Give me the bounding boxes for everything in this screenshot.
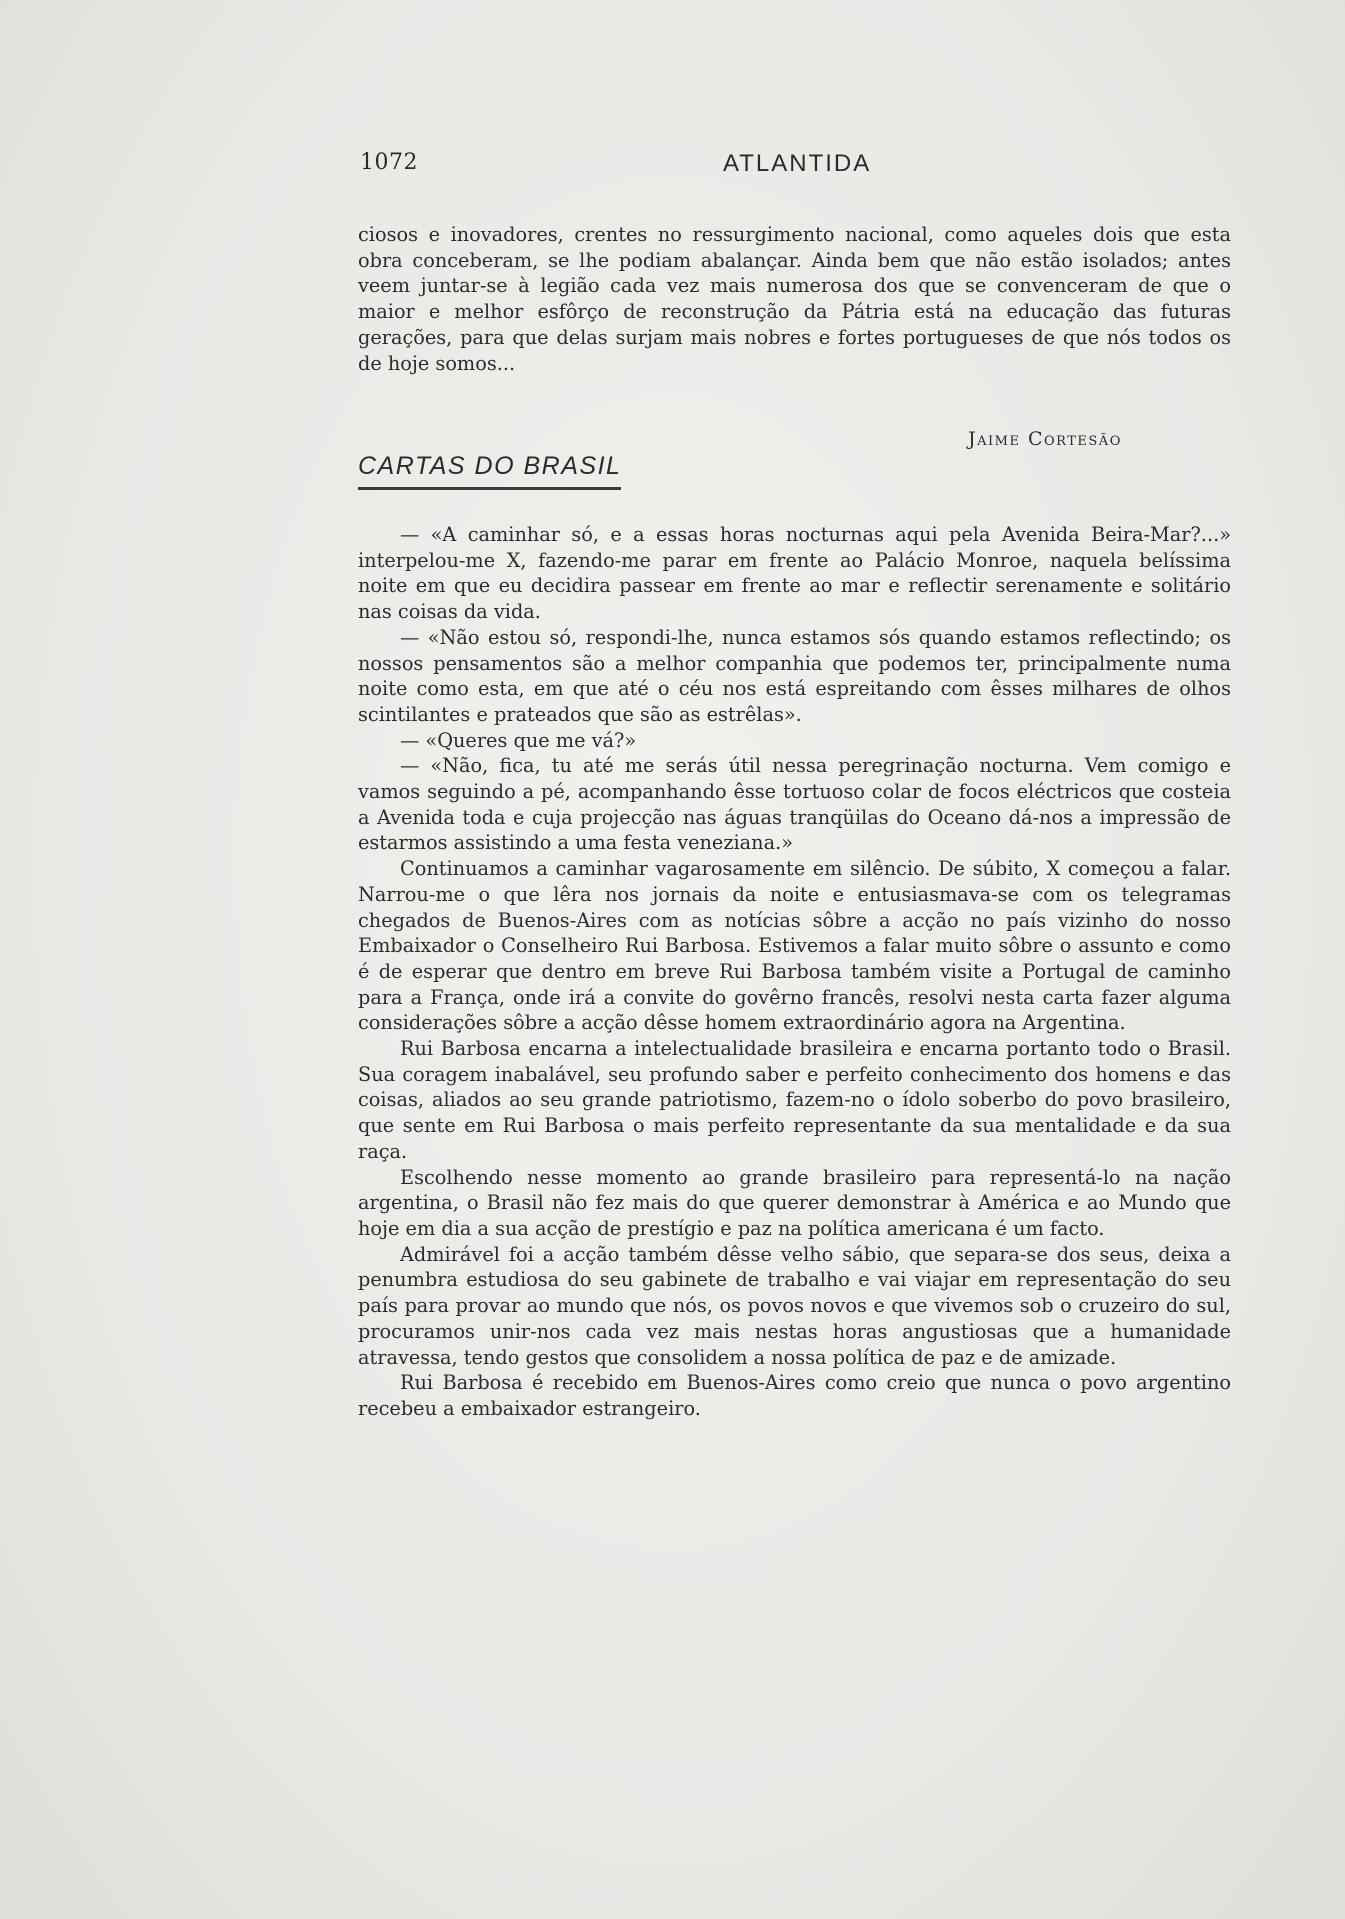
intro-paragraph: ciosos e inovadores, crentes no ressurgimento nacional, como aqueles dois que esta obra conceberam, se lhe podiam abalançar. Ainda bem que não estão isolados; antes veem juntar-se à legião cada vez mais numerosa dos que se convenceram de que o maior e melhor esfôrço de reconstrução da Pátria está na educação das futuras gerações, para que delas surjam mais nobres e fortes portugueses de que nós todos os de hoje somos... <box>358 223 1231 375</box>
article-paragraph: — «Não, fica, tu até me serás útil nessa peregrinação nocturna. Vem comigo e vamos seguindo a pé, acompanhando êsse tortuoso colar de focos eléctricos que costeia a Avenida toda e cuja projecção nas águas tranqüilas do Oceano dá-nos a impressão de estarmos assistindo a uma festa veneziana.» <box>358 754 1231 855</box>
article-paragraph: — «A caminhar só, e a essas horas nocturnas aqui pela Avenida Beira-Mar?...» interpelou-me X, fazendo-me parar em frente ao Palácio Monroe, naquela belíssima noite em que eu decidira passear em frente ao mar e reflectir serenamente e solitário nas coisas da vida. <box>358 523 1231 624</box>
article-paragraph: Continuamos a caminhar vagarosamente em silêncio. De súbito, X começou a falar. Narrou-me o que lêra nos jornais da noite e entusiasmava-se com os telegramas chegados de Buenos-Aires com as notícias sôbre a acção no país vizinho do nosso Embaixador o Conselheiro Rui Barbosa. Estivemos a falar muito sôbre o assunto e como é de esperar que dentro em breve Rui Barbosa também visite a Portugal de caminho para a França, onde irá a convite do govêrno francês, resolvi nesta carta fazer alguma considerações sôbre a acção dêsse homem extraordinário agora na Argentina. <box>358 857 1231 1035</box>
article-paragraph: Rui Barbosa é recebido em Buenos-Aires como creio que nunca o povo argentino recebeu a embaixador estrangeiro. <box>358 1371 1231 1420</box>
intro-paragraph-block <box>358 222 1231 376</box>
article-paragraph: — «Não estou só, respondi-lhe, nunca estamos sós quando estamos reflectindo; os nossos pensamentos são a melhor companhia que podemos ter, principalmente numa noite como esta, em que até o céu nos está espreitando com êsses milhares de olhos scintilantes e prateados que são as estrêlas». <box>358 625 1231 726</box>
section-title: CARTAS DO BRASIL <box>358 452 621 490</box>
article-paragraph: — «Queres que me vá?» <box>400 728 637 752</box>
page-header <box>360 150 1220 184</box>
running-title: ATLANTIDA <box>723 150 872 177</box>
article-body <box>358 522 1231 1422</box>
article-paragraph: Rui Barbosa encarna a intelectualidade brasileira e encarna portanto todo o Brasil. Sua coragem inabalável, seu profundo saber e perfeito conhecimento dos homens e das coisas, aliados ao seu grande patriotismo, fazem-no o ídolo soberbo do povo brasileiro, que sente em Rui Barbosa o mais perfeito representante da sua mentalidade e da sua raça. <box>358 1037 1231 1163</box>
article-paragraph: Admirável foi a acção também dêsse velho sábio, que separa-se dos seus, deixa a penumbra estudiosa do seu gabinete de trabalho e vai viajar em representação do seu país para provar ao mundo que nós, os povos novos e que vivemos sob o cruzeiro do sul, procuramos unir-nos cada vez mais nestas horas angustiosas que a humanidade atravessa, tendo gestos que consolidem a nossa política de paz e de amizade. <box>358 1242 1231 1369</box>
page-number: 1072 <box>360 150 418 175</box>
author-signature: Jaime Cortesão <box>968 428 1122 450</box>
article-paragraph: Escolhendo nesse momento ao grande brasileiro para representá-lo na nação argentina, o Brasil não fez mais do que querer demonstrar à América e ao Mundo que hoje em dia a sua acção de prestígio e paz na política americana é um facto. <box>358 1165 1231 1240</box>
